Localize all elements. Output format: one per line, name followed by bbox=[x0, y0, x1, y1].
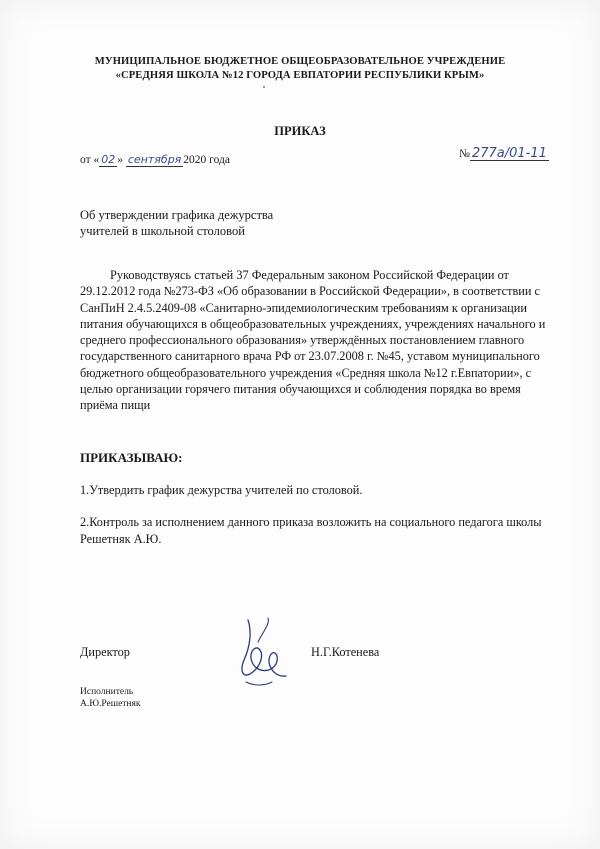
order-number bbox=[459, 148, 549, 161]
institution-header bbox=[60, 55, 540, 83]
subject-line1: Об утверждении графика дежурства bbox=[80, 208, 274, 222]
decree-heading: ПРИКАЗЫВАЮ: bbox=[80, 450, 183, 465]
order-title: ПРИКАЗ bbox=[274, 124, 326, 138]
date-suffix: 2020 года bbox=[183, 154, 230, 166]
director-name: Н.Г.Котенева bbox=[311, 645, 380, 659]
preamble-paragraph: Руководствуясь статьей 37 Федеральным законом Российской Федерации от 29.12.2012 года №273-ФЗ «Об образовании в Российской Федерации», в соответствии с СанПиН 2.4.5.2409-08 «Санитарно-эпидемиологическим требованиям к организации питания обучающихся в общеобразовательных учреждениях, учреждениях начального и среднего профессионального образования» утверждённых постановлением главного государственного санитарного врача РФ от 23.07.2008 г. №45, уставом муниципального бюджетного общеобразовательного учреждения «Средняя школа №12 г.Евпатории», с целью организации горячего питания обучающихся и соблюдения порядка во время приёма пищи bbox=[80, 268, 546, 413]
handwritten-day: 02 bbox=[101, 153, 116, 166]
handwritten-month: сентября bbox=[127, 153, 182, 166]
director-label: Директор bbox=[80, 645, 130, 659]
decree-item-1: 1.Утвердить график дежурства учителей по столовой. bbox=[80, 483, 363, 497]
number-prefix: № bbox=[459, 148, 470, 160]
order-date bbox=[80, 154, 230, 167]
executor-block bbox=[80, 686, 141, 710]
institution-name-line2: «СРЕДНЯЯ ШКОЛА №12 ГОРОДА ЕВПАТОРИИ РЕСПУБЛИКИ КРЫМ» bbox=[115, 70, 485, 81]
executor-label: Исполнитель bbox=[80, 687, 134, 697]
date-prefix: от « bbox=[80, 154, 100, 166]
executor-name: А.Ю.Решетняк bbox=[80, 699, 141, 709]
order-subject bbox=[80, 207, 273, 239]
handwritten-signature bbox=[230, 612, 300, 692]
subject-line2: учителей в школьной столовой bbox=[80, 224, 245, 238]
date-mid: » bbox=[117, 154, 126, 166]
handwritten-number: 277а/01-11 bbox=[471, 146, 547, 161]
paper-speck bbox=[263, 86, 265, 88]
decree-item-2: 2.Контроль за исполнением данного приказа возложить на социального педагога школы Решетняк А.Ю. bbox=[80, 515, 542, 546]
institution-name-line1: МУНИЦИПАЛЬНОЕ БЮДЖЕТНОЕ ОБЩЕОБРАЗОВАТЕЛЬНОЕ УЧРЕЖДЕНИЕ bbox=[94, 56, 506, 67]
